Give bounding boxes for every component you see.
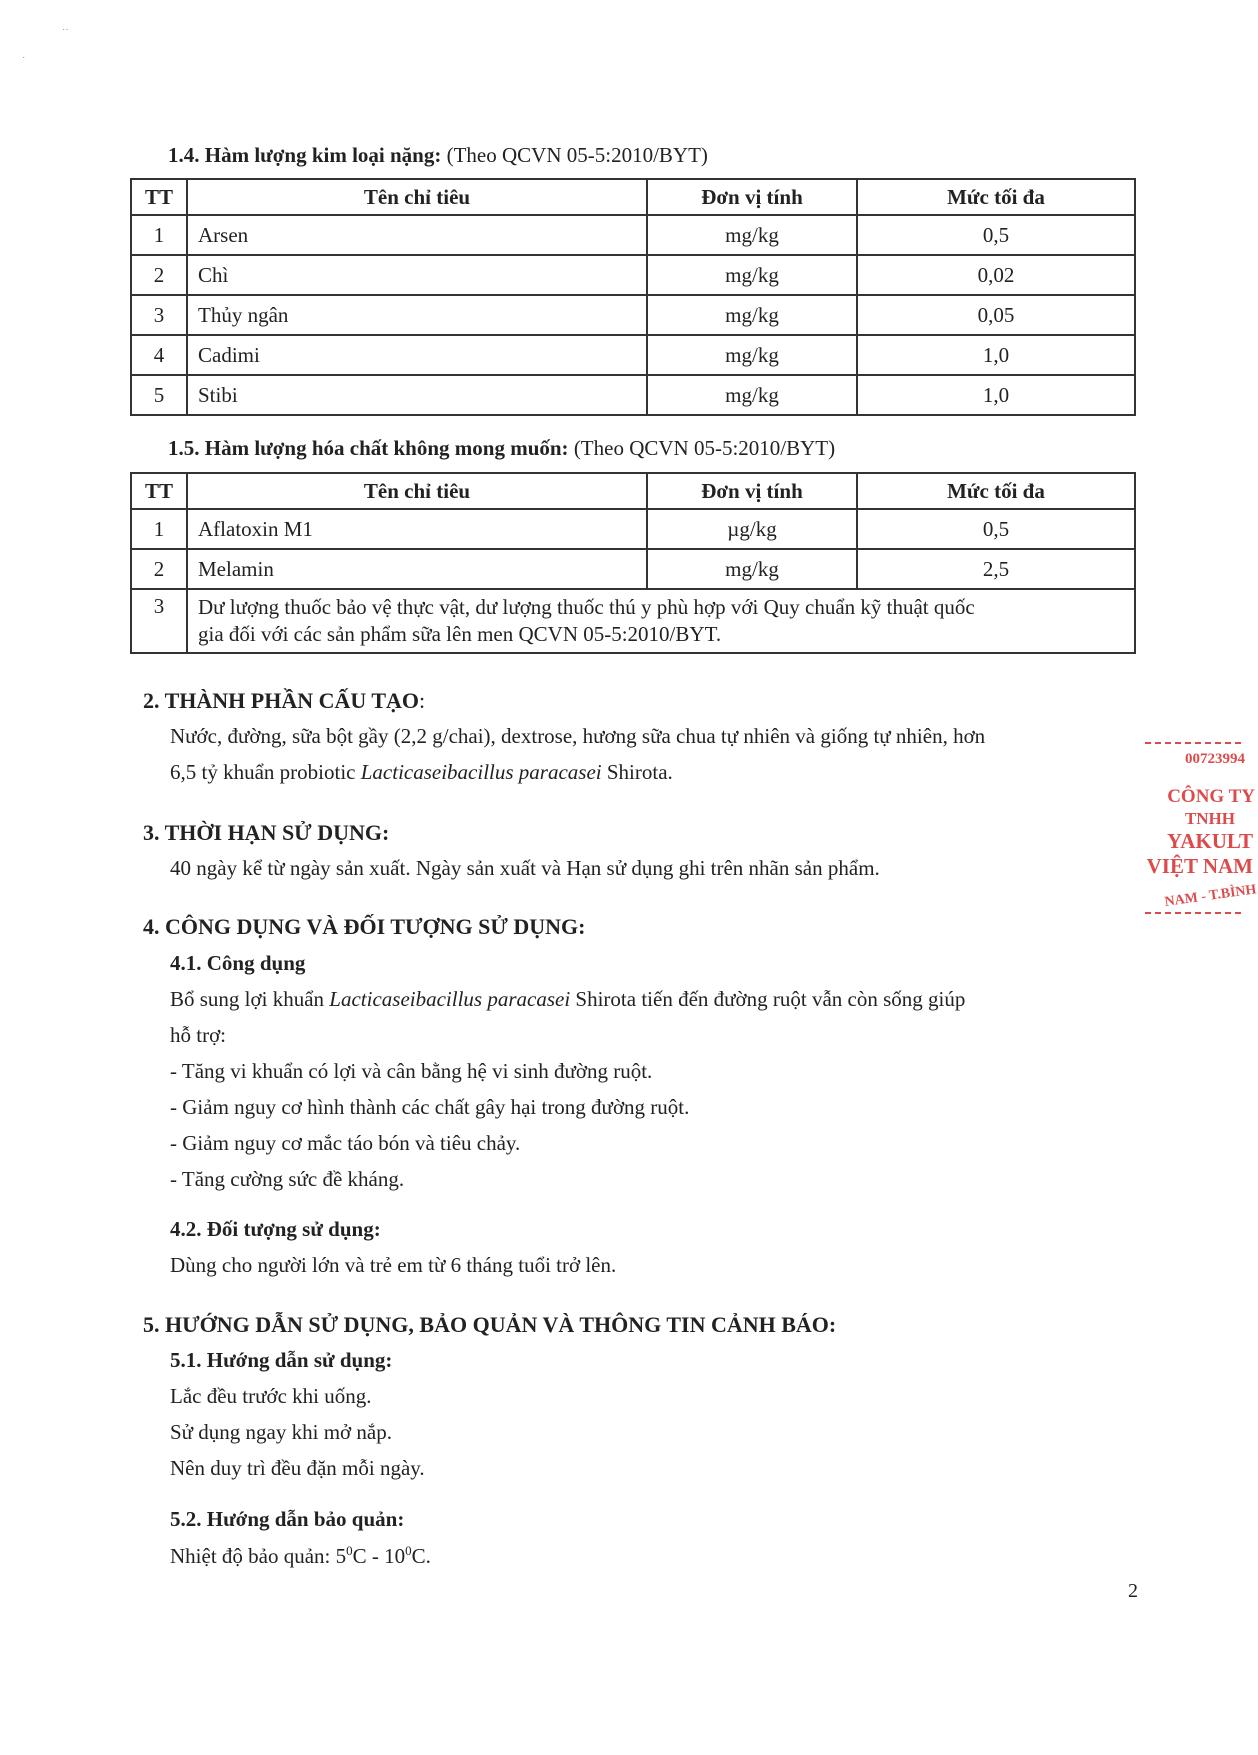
col-header-name: Tên chỉ tiêu bbox=[187, 179, 647, 215]
col-header-tt: TT bbox=[131, 179, 187, 215]
uses-line-2: hỗ trợ: bbox=[170, 1023, 227, 1047]
stamp-line: TNHH bbox=[1184, 808, 1235, 828]
section-4-heading: 4. CÔNG DỤNG VÀ ĐỐI TƯỢNG SỬ DỤNG: bbox=[143, 914, 586, 939]
company-stamp bbox=[1145, 738, 1258, 960]
col-header-max: Mức tối đa bbox=[857, 179, 1135, 215]
table-row: 4 Cadimi mg/kg 1,0 bbox=[131, 335, 1135, 375]
table-row: 3 Dư lượng thuốc bảo vệ thực vật, dư lượng thuốc thú y phù hợp với Quy chuẩn kỹ thuật quốc gia đối với các sản phẩm sữa lên men QCVN 05-5:2010/BYT. bbox=[131, 589, 1135, 653]
stamp-border bbox=[1145, 742, 1241, 750]
composition-line-1: Nước, đường, sữa bột gầy (2,2 g/chai), dextrose, hương sữa chua tự nhiên và giống tự nhiên, hơn bbox=[170, 724, 986, 748]
stamp-code: 00723994 bbox=[1185, 751, 1245, 767]
contaminants-table bbox=[130, 472, 1136, 654]
table-row: 2 Chì mg/kg 0,02 bbox=[131, 255, 1135, 295]
scan-speck: ˙ bbox=[22, 56, 26, 67]
subsection-4-1-heading: 4.1. Công dụng bbox=[170, 951, 306, 975]
table-row: 1 Aflatoxin M1 µg/kg 0,5 bbox=[131, 509, 1135, 549]
list-item: - Giảm nguy cơ hình thành các chất gây hại trong đường ruột. bbox=[170, 1095, 690, 1119]
heavy-metals-table bbox=[130, 178, 1136, 416]
list-item: - Giảm nguy cơ mắc táo bón và tiêu chảy. bbox=[170, 1131, 521, 1155]
list-item: - Tăng vi khuẩn có lợi và cân bằng hệ vi sinh đường ruột. bbox=[170, 1059, 653, 1083]
storage-temperature-line: Nhiệt độ bảo quản: $5^0C - 10^0C$. bbox=[170, 1543, 431, 1568]
list-item: - Tăng cường sức đề kháng. bbox=[170, 1167, 405, 1191]
section-2-heading: 2. THÀNH PHẦN CẤU TẠO: bbox=[143, 688, 426, 713]
col-header-unit: Đơn vị tính bbox=[647, 473, 857, 509]
section-1-4-heading: 1.4. Hàm lượng kim loại nặng: (Theo QCVN 05-5:2010/BYT) bbox=[168, 143, 708, 167]
table-row: 3 Thủy ngân mg/kg 0,05 bbox=[131, 295, 1135, 335]
table-header-row bbox=[131, 179, 1135, 215]
stamp-line: NAM - T.BÌNH bbox=[1163, 881, 1258, 910]
uses-line-1: Bổ sung lợi khuẩn Lacticaseibacillus paracasei Shirota tiến đến đường ruột vẫn còn sống giúp bbox=[170, 987, 966, 1011]
target-users-line: Dùng cho người lớn và trẻ em từ 6 tháng tuổi trở lên. bbox=[170, 1253, 617, 1277]
shelf-life-line: 40 ngày kể từ ngày sản xuất. Ngày sản xuất và Hạn sử dụng ghi trên nhãn sản phẩm. bbox=[170, 856, 880, 880]
usage-line: Lắc đều trước khi uống. bbox=[170, 1384, 372, 1408]
col-header-max: Mức tối đa bbox=[857, 473, 1135, 509]
col-header-name: Tên chỉ tiêu bbox=[187, 473, 647, 509]
usage-line: Nên duy trì đều đặn mỗi ngày. bbox=[170, 1456, 425, 1480]
table-row: 2 Melamin mg/kg 2,5 bbox=[131, 549, 1135, 589]
section-3-heading: 3. THỜI HẠN SỬ DỤNG: bbox=[143, 820, 390, 845]
usage-line: Sử dụng ngay khi mở nắp. bbox=[170, 1420, 392, 1444]
table-row: 1 Arsen mg/kg 0,5 bbox=[131, 215, 1135, 255]
composition-line-2: 6,5 tỷ khuẩn probiotic Lacticaseibacillus paracasei Shirota. bbox=[170, 760, 673, 784]
residue-note: Dư lượng thuốc bảo vệ thực vật, dư lượng thuốc thú y phù hợp với Quy chuẩn kỹ thuật quốc gia đối với các sản phẩm sữa lên men QCVN 05-5:2010/BYT. bbox=[187, 589, 1135, 653]
subsection-5-1-heading: 5.1. Hướng dẫn sử dụng: bbox=[170, 1348, 393, 1372]
subsection-5-2-heading: 5.2. Hướng dẫn bảo quản: bbox=[170, 1507, 405, 1531]
table-row: 5 Stibi mg/kg 1,0 bbox=[131, 375, 1135, 415]
scan-speck: ˙˙ bbox=[62, 28, 69, 39]
col-header-unit: Đơn vị tính bbox=[647, 179, 857, 215]
stamp-line: CÔNG TY bbox=[1167, 786, 1255, 807]
col-header-tt: TT bbox=[131, 473, 187, 509]
page-number: 2 bbox=[1128, 1580, 1138, 1602]
section-5-heading: 5. HƯỚNG DẪN SỬ DỤNG, BẢO QUẢN VÀ THÔNG TIN CẢNH BÁO: bbox=[143, 1312, 837, 1337]
table-header-row bbox=[131, 473, 1135, 509]
section-1-5-heading: 1.5. Hàm lượng hóa chất không mong muốn: (Theo QCVN 05-5:2010/BYT) bbox=[168, 436, 836, 460]
subsection-4-2-heading: 4.2. Đối tượng sử dụng: bbox=[170, 1217, 381, 1241]
stamp-line: YAKULT bbox=[1167, 829, 1253, 854]
stamp-line: VIỆT NAM bbox=[1146, 854, 1253, 879]
